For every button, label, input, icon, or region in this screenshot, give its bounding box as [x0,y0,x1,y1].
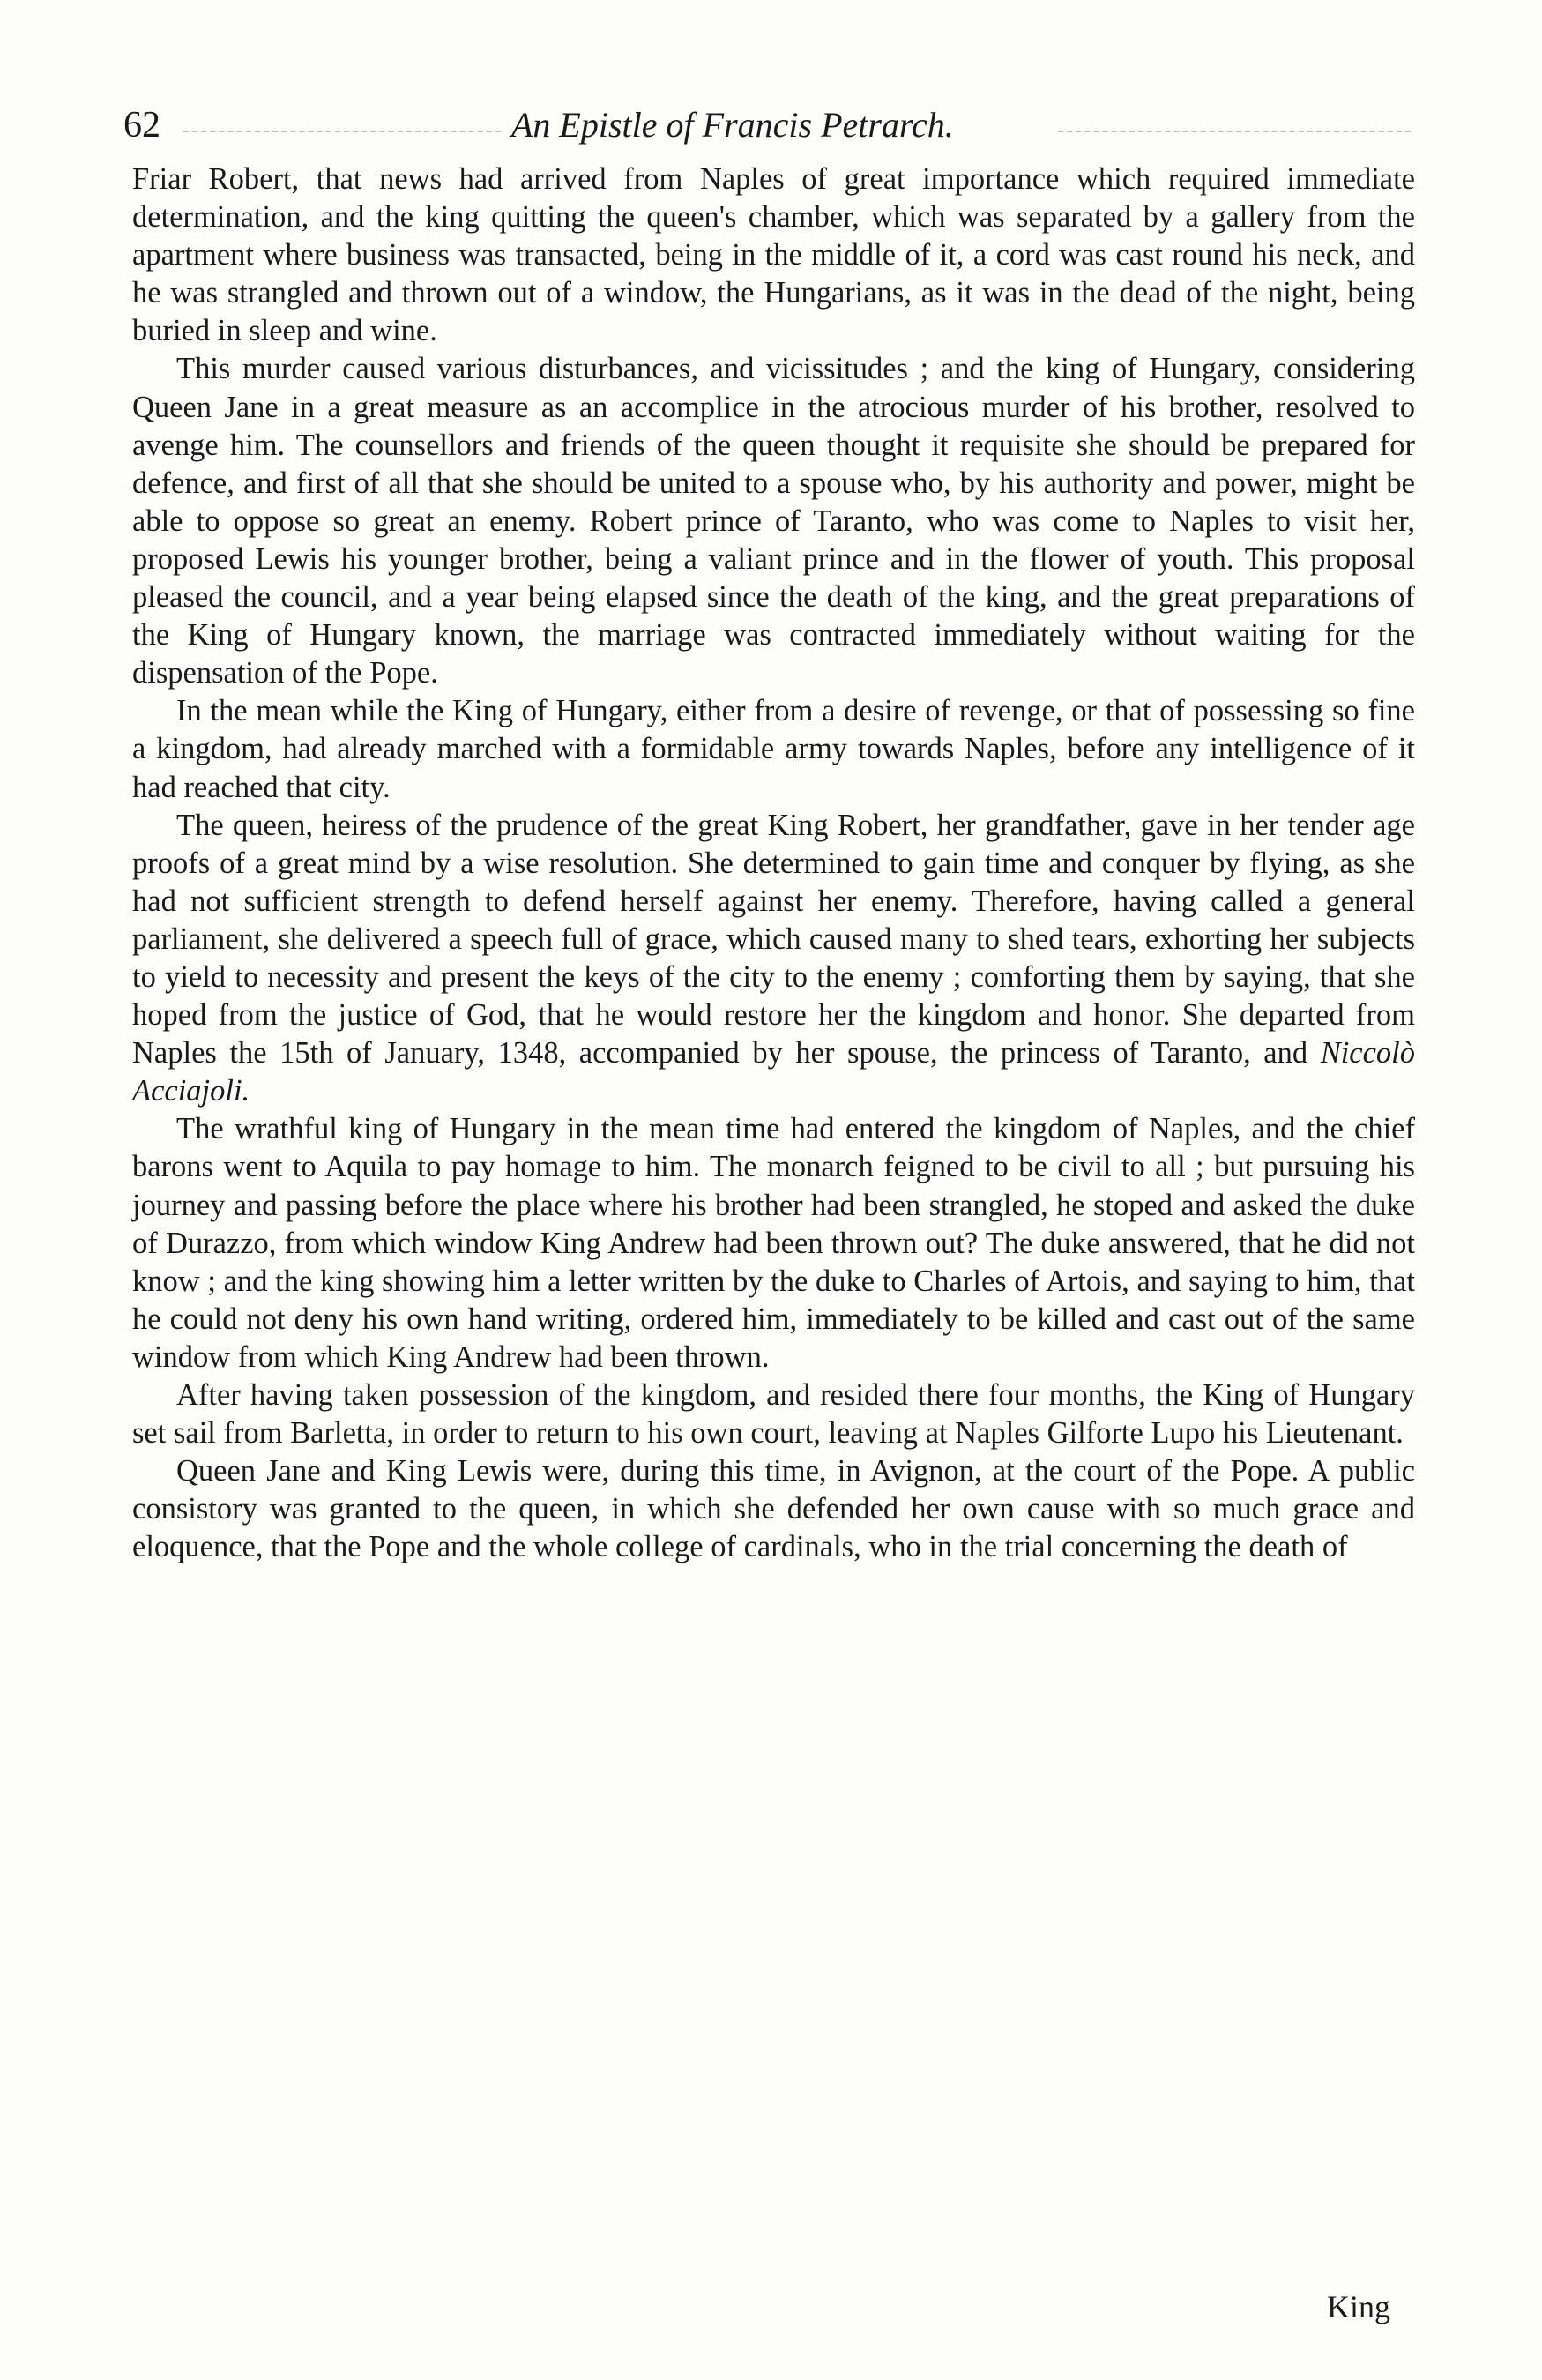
italic-name: Niccolò Acciajoli. [132,1036,1415,1108]
paragraph-5: The wrathful king of Hungary in the mean time had entered the kingdom of Naples, and the chief barons went to Aquila to pay homage to him. The monarch feigned to be civil to all ; but pursuing his journey and passing before the place where his brother had been strangled, he stoped and asked the duke of Durazzo, from which window King Andrew had been thrown out? The duke answered, that he did not know ; and the king showing him a letter written by the duke to Charles of Artois, and saying to him, that he could not deny his own hand writing, ordered him, immediately to be killed and cast out of the same window from which King Andrew had been thrown. [132,1112,1415,1374]
paragraph-2: This murder caused various disturbances, and vicissitudes ; and the king of Hungary, considering Queen Jane in a great measure as an accomplice in the atrocious murder of his brother, resolved to avenge him. The counsellors and friends of the queen thought it requisite she should be prepared for defence, and first of all that she should be united to a spouse who, by his authority and power, might be able to oppose so great an enemy. Robert prince of Taranto, who was come to Naples to visit her, proposed Lewis his younger brother, being a valiant prince and in the flower of youth. This proposal pleased the council, and a year being elapsed since the death of the king, and the great preparations of the King of Hungary known, the marriage was contracted immediately without waiting for the dispensation of the Pope. [132,352,1415,690]
running-title: An Epistle of Francis Petrarch. [511,105,954,145]
paragraph-6: After having taken possession of the kingdom, and resided there four months, the King of Hungary set sail from Barletta, in order to return to his own court, leaving at Naples Gilforte Lupo his Lieutenant. [132,1378,1415,1451]
paragraph-4-text: The queen, heiress of the prudence of the great King Robert, her grandfather, gave in her tender age proofs of a great mind by a wise resolution. She determined to gain time and conquer by flying, as she had not sufficient strength to defend herself against her enemy. Therefore, having called a general parliament, she delivered a speech full of grace, which caused many to shed tears, exhorting her subjects to yield to necessity and present the keys of the city to the enemy ; comforting them by saying, that she hoped from the justice of God, that he would restore her the kingdom and honor. She departed from Naples the 15th of January, 1348, accompanied by her spouse, the princess of Taranto, and [132,808,1415,1071]
paragraph-1: Friar Robert, that news had arrived from Naples of great importance which required immediate determination, and the king quitting the queen's chamber, which was separated by a gallery from the apartment where business was transacted, being in the middle of it, a cord was cast round his neck, and he was strangled and thrown out of a window, the Hungarians, as it was in the dead of the night, being buried in sleep and wine. [132,162,1415,348]
header-rule-left [183,131,501,132]
body-text [132,160,1415,1566]
paragraph-7: Queen Jane and King Lewis were, during this time, in Avignon, at the court of the Pope. A public consistory was granted to the queen, in which she defended her own cause with so much grace and eloquence, that the Pope and the whole college of cardinals, who in the trial concerning the death of [132,1454,1415,1564]
catchword: King [1327,2289,1390,2324]
page-number: 62 [123,105,160,145]
header-rule-right [1058,131,1411,132]
paragraph-4 [132,807,1415,1111]
page-header [123,104,1411,157]
paragraph-3: In the mean while the King of Hungary, either from a desire of revenge, or that of possessing so fine a kingdom, had already marched with a formidable army towards Naples, before any intelligence of it had reached that city. [132,694,1415,804]
